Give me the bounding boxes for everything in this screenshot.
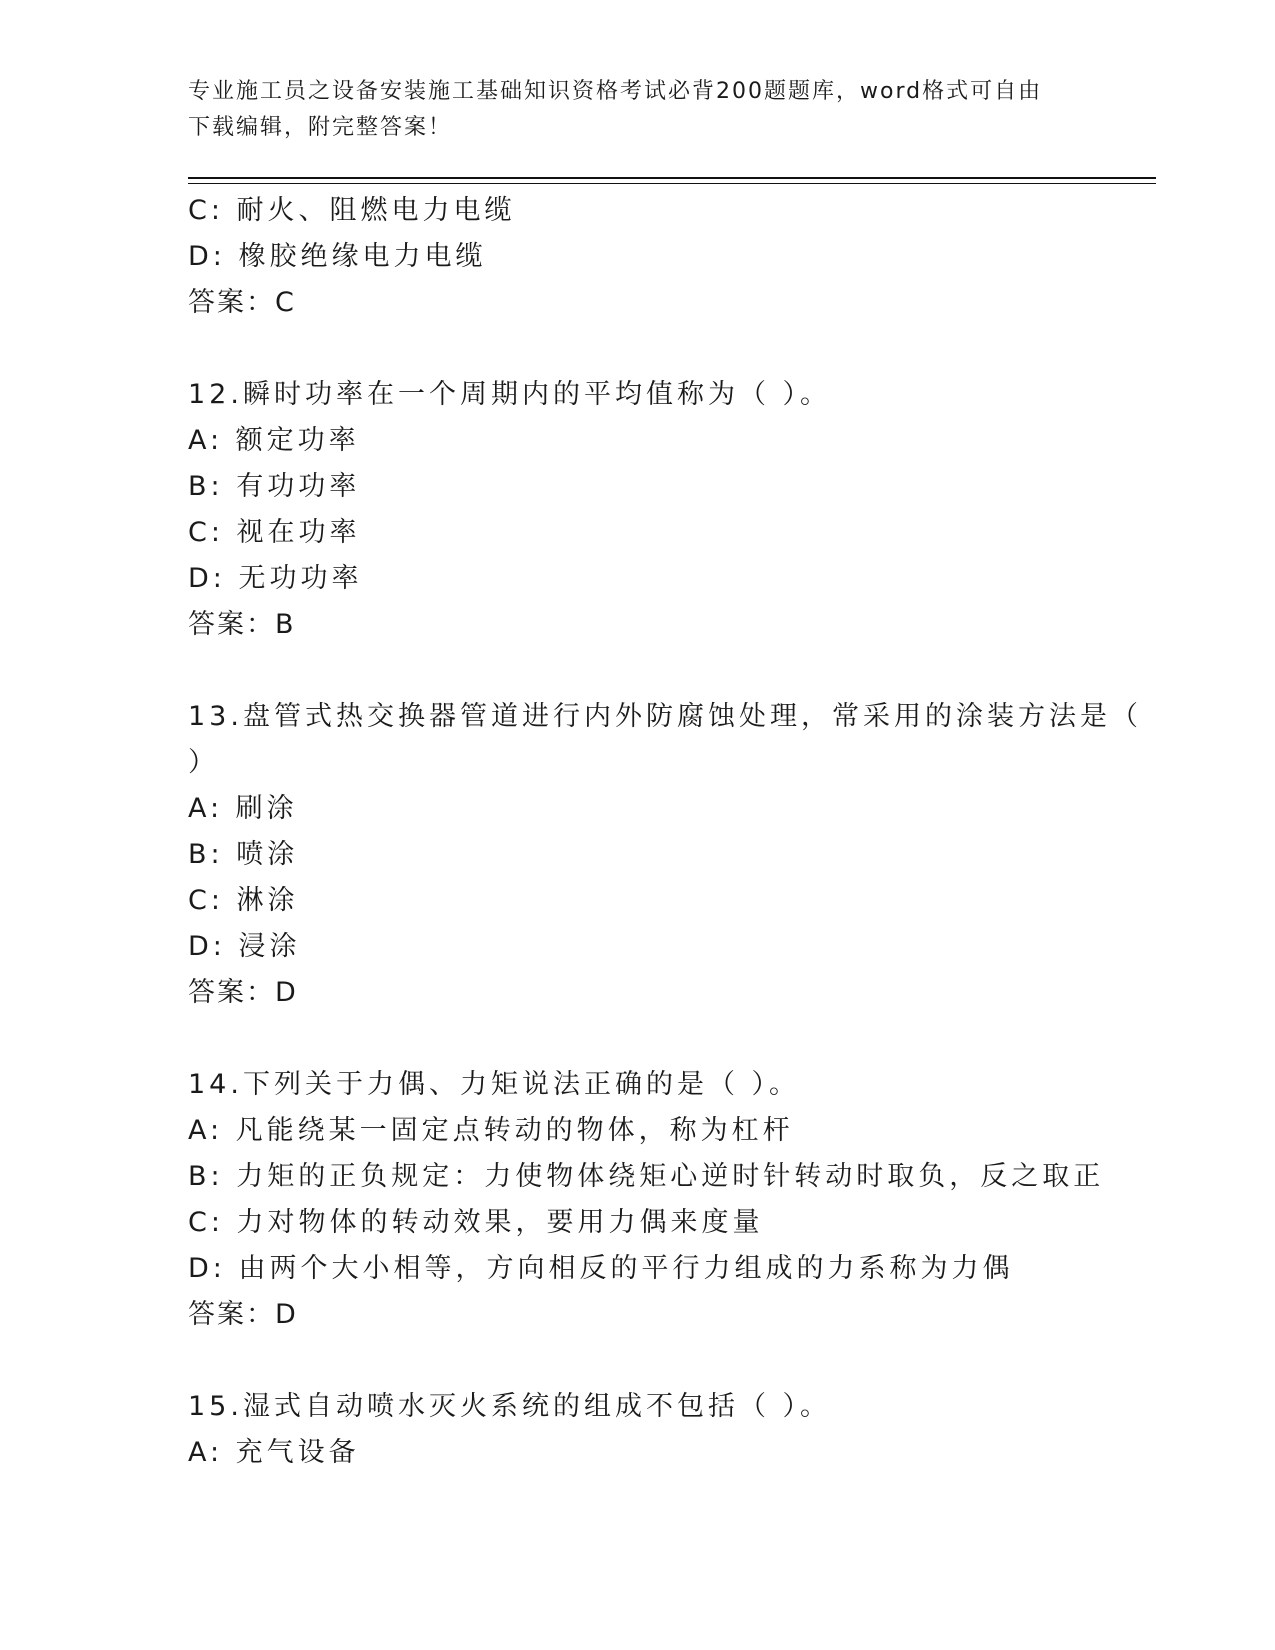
option-c: C: 力对物体的转动效果，要用力偶来度量 bbox=[188, 1207, 764, 1238]
option-c: C: 耐火、阻燃电力电缆 bbox=[188, 195, 516, 226]
question-12 bbox=[188, 372, 1118, 648]
option-a: A: 额定功率 bbox=[188, 425, 360, 456]
answer-line: 答案：C bbox=[188, 287, 296, 318]
question-13 bbox=[188, 694, 1142, 1016]
option-a: A: 凡能绕某一固定点转动的物体，称为杠杆 bbox=[188, 1115, 794, 1146]
header-line-2: 下载编辑，附完整答案！ bbox=[188, 115, 453, 140]
option-c: C: 视在功率 bbox=[188, 517, 361, 548]
option-b: B: 喷涂 bbox=[188, 839, 299, 870]
option-a: A: 充气设备 bbox=[188, 1437, 360, 1468]
question-text: 15.湿式自动喷水灭火系统的组成不包括（ ）。 bbox=[188, 1391, 832, 1422]
option-d: D: 由两个大小相等，方向相反的平行力组成的力系称为力偶 bbox=[188, 1253, 1014, 1284]
question-15 bbox=[188, 1384, 1118, 1476]
header-divider-thin bbox=[188, 183, 1156, 184]
header-line-1: 专业施工员之设备安装施工基础知识资格考试必背200题题库，word格式可自由 bbox=[188, 79, 1043, 104]
option-d: D: 橡胶绝缘电力电缆 bbox=[188, 241, 487, 272]
answer-line: 答案：B bbox=[188, 609, 296, 640]
option-d: D: 无功功率 bbox=[188, 563, 363, 594]
question-text: 13.盘管式热交换器管道进行内外防腐蚀处理，常采用的涂装方法是（ bbox=[188, 701, 1142, 732]
option-d: D: 浸涂 bbox=[188, 931, 301, 962]
option-b: B: 有功功率 bbox=[188, 471, 361, 502]
option-c: C: 淋涂 bbox=[188, 885, 299, 916]
question-text: 14.下列关于力偶、力矩说法正确的是（ ）。 bbox=[188, 1069, 801, 1100]
option-b: B: 力矩的正负规定：力使物体绕矩心逆时针转动时取负，反之取正 bbox=[188, 1161, 1105, 1192]
answer-line: 答案：D bbox=[188, 1299, 298, 1330]
question-list bbox=[188, 188, 1142, 1476]
question-11-tail bbox=[188, 188, 1118, 326]
header-divider-thick bbox=[188, 177, 1156, 179]
question-text-continued: ） bbox=[188, 747, 219, 778]
question-14 bbox=[188, 1062, 1118, 1338]
document-header bbox=[188, 74, 1078, 146]
option-a: A: 刷涂 bbox=[188, 793, 298, 824]
answer-line: 答案：D bbox=[188, 977, 298, 1008]
question-text: 12.瞬时功率在一个周期内的平均值称为（ ）。 bbox=[188, 379, 832, 410]
